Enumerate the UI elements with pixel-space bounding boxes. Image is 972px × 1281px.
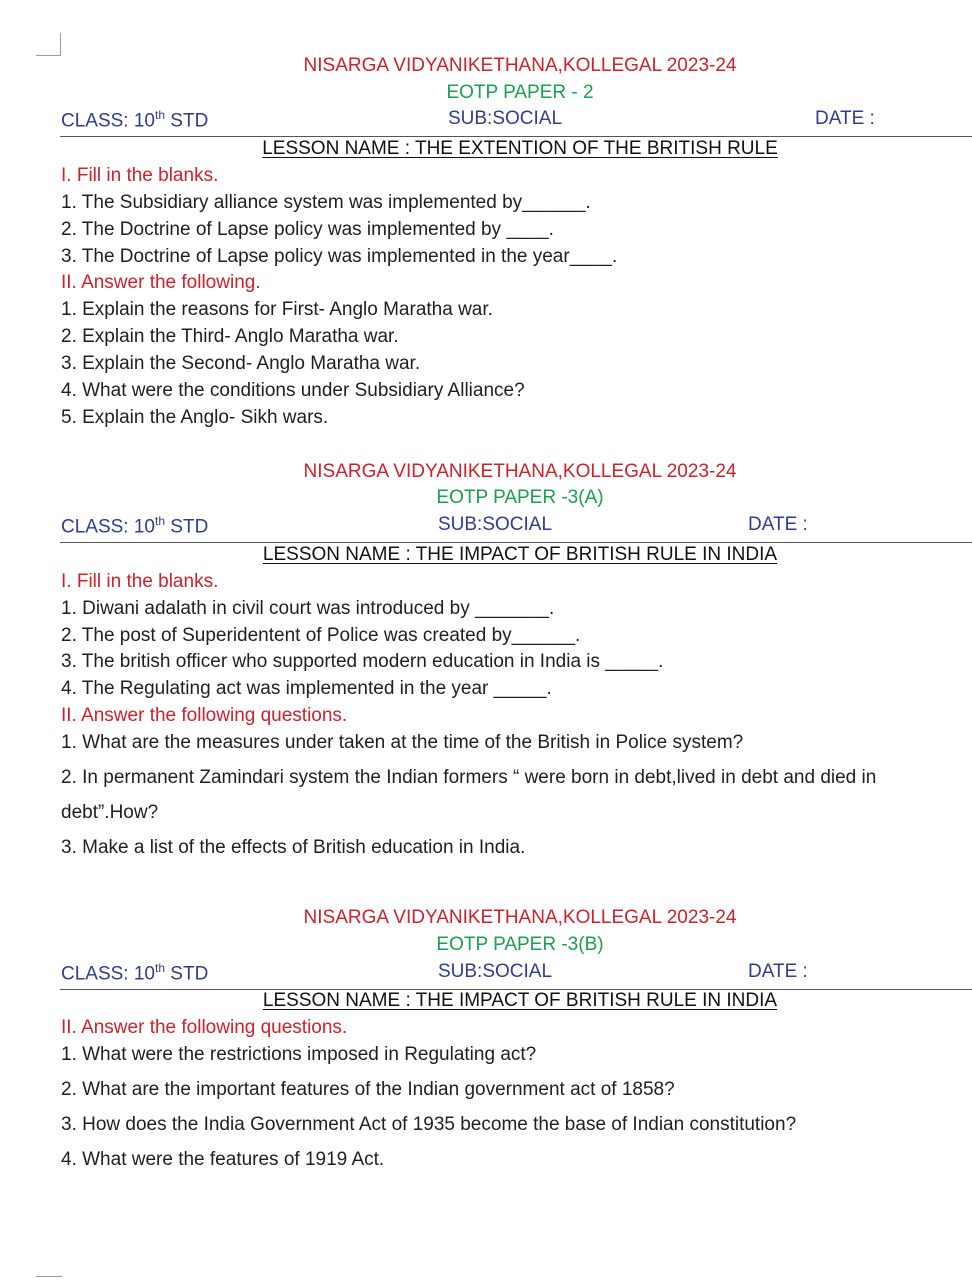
question-line: 2. The Doctrine of Lapse policy was implemented by ____. [61, 219, 554, 240]
lesson-name: LESSON NAME : THE IMPACT OF BRITISH RULE IN INDIA [262, 990, 778, 1011]
header-divider [60, 542, 972, 543]
class-subject-date-row [0, 108, 972, 134]
question-line: 2. The post of Superidentent of Police was created by______. [61, 625, 581, 646]
section-heading: I. Fill in the blanks. [61, 165, 219, 186]
question-line: 4. What were the features of 1919 Act. [61, 1149, 385, 1170]
question-line: 2. Explain the Third- Anglo Maratha war. [61, 326, 399, 347]
subject-label: SUB:SOCIAL [437, 961, 553, 982]
class-label: CLASS: 10th STD [61, 514, 209, 538]
date-label: DATE : [748, 961, 808, 982]
subject-label: SUB:SOCIAL [437, 514, 553, 535]
lesson-name: LESSON NAME : THE EXTENTION OF THE BRITISH RULE [262, 138, 778, 159]
question-line: 1. Explain the reasons for First- Anglo Maratha war. [61, 299, 493, 320]
school-name: NISARGA VIDYANIKETHANA,KOLLEGAL 2023-24 [303, 907, 737, 928]
question-line: 4. What were the conditions under Subsidiary Alliance? [61, 380, 525, 401]
class-subject-date-row [0, 961, 972, 987]
school-name: NISARGA VIDYANIKETHANA,KOLLEGAL 2023-24 [303, 55, 737, 76]
paper-title: EOTP PAPER - 2 [446, 82, 594, 103]
question-line: 3. Make a list of the effects of British education in India. [61, 837, 526, 858]
question-line: 4. The Regulating act was implemented in the year _____. [61, 678, 552, 699]
section-heading: I. Fill in the blanks. [61, 571, 219, 592]
question-line: 1. The Subsidiary alliance system was implemented by______. [61, 192, 591, 213]
class-label: CLASS: 10th STD [61, 108, 209, 132]
school-name: NISARGA VIDYANIKETHANA,KOLLEGAL 2023-24 [303, 461, 737, 482]
question-line: 3. The Doctrine of Lapse policy was implemented in the year____. [61, 246, 618, 267]
page-corner-mark-bottom [36, 1276, 62, 1281]
question-line: 3. The british officer who supported modern education in India is _____. [61, 651, 664, 672]
class-subject-date-row [0, 514, 972, 540]
page-corner-mark [36, 33, 61, 56]
paper-title: EOTP PAPER -3(A) [436, 487, 604, 508]
class-label: CLASS: 10th STD [61, 961, 209, 985]
question-line: 1. Diwani adalath in civil court was introduced by _______. [61, 598, 555, 619]
date-label: DATE : [748, 514, 808, 535]
header-divider [60, 136, 972, 137]
section-heading: II. Answer the following questions. [61, 1017, 348, 1038]
question-line: 5. Explain the Anglo- Sikh wars. [61, 407, 329, 428]
question-line: 2. In permanent Zamindari system the Indian formers “ were born in debt,lived in debt and died in [61, 767, 877, 788]
section-heading: II. Answer the following questions. [61, 705, 348, 726]
question-line: 3. Explain the Second- Anglo Maratha war. [61, 353, 421, 374]
question-line: 2. What are the important features of the Indian government act of 1858? [61, 1079, 675, 1100]
paper-title: EOTP PAPER -3(B) [436, 934, 604, 955]
question-line: debt”.How? [61, 802, 159, 823]
subject-label: SUB:SOCIAL [447, 108, 563, 129]
question-line: 1. What are the measures under taken at the time of the British in Police system? [61, 732, 744, 753]
question-line: 3. How does the India Government Act of 1935 become the base of Indian constitution? [61, 1114, 797, 1135]
date-label: DATE : [815, 108, 875, 129]
question-line: 1. What were the restrictions imposed in Regulating act? [61, 1044, 537, 1065]
lesson-name: LESSON NAME : THE IMPACT OF BRITISH RULE IN INDIA [262, 544, 778, 565]
section-heading: II. Answer the following. [61, 272, 261, 293]
